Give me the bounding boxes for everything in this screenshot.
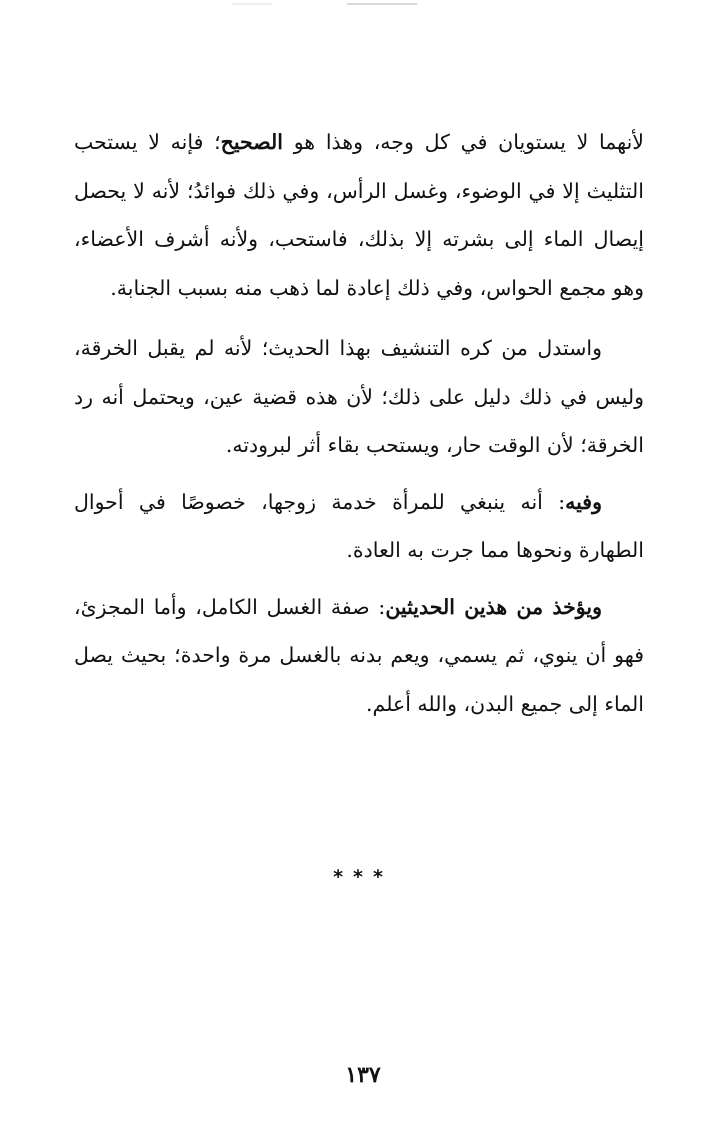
section-divider: ***: [333, 866, 393, 888]
paragraph-1-text-a: لأنهما لا يستويان في كل وجه، وهذا هو: [283, 130, 644, 154]
scan-edge-mark: [347, 3, 417, 5]
paragraph-1: [74, 118, 644, 312]
paragraph-3-text: : أنه ينبغي للمرأة خدمة زوجها، خصوصًا في أحوال الطهارة ونحوها مما جرت به العادة.: [74, 489, 644, 562]
paragraph-1-bold-term: الصحيح: [220, 130, 283, 154]
page-number: ١٣٧: [345, 1062, 381, 1088]
paragraph-4-lead: ويؤخذ من هذين الحديثين: [385, 594, 603, 619]
paragraph-4-text: : صفة الغسل الكامل، وأما المجزئ، فهو أن ينوي، ثم يسمي، ويعم بدنه بالغسل مرة واحدة؛ بحيث يصل الماء إلى جميع البدن، والله أعلم.: [74, 594, 644, 716]
paragraph-3: [74, 478, 644, 575]
paragraph-4: [74, 583, 644, 729]
paragraph-3-lead: وفيه: [565, 489, 602, 514]
paragraph-1-text-b: ؛ فإنه لا يستحب التثليث إلا في الوضوء، وغسل الرأس، وفي ذلك فوائدُ؛ لأنه لا يحصل إيصال الماء إلى بشرته إلا بذلك، فاستحب، ولأنه أشرف الأعضاء، وهو مجمع الحواس، وفي ذلك إعادة لما ذهب منه بسبب الجنابة.: [74, 130, 644, 300]
scan-edge-mark: [232, 3, 272, 5]
page-body: [74, 118, 644, 728]
paragraph-2: واستدل من كره التنشيف بهذا الحديث؛ لأنه لم يقبل الخرقة، وليس في ذلك دليل على ذلك؛ لأن هذه قضية عين، ويحتمل أنه رد الخرقة؛ لأن الوقت حار، ويستحب بقاء أثر لبرودته.: [74, 336, 644, 457]
